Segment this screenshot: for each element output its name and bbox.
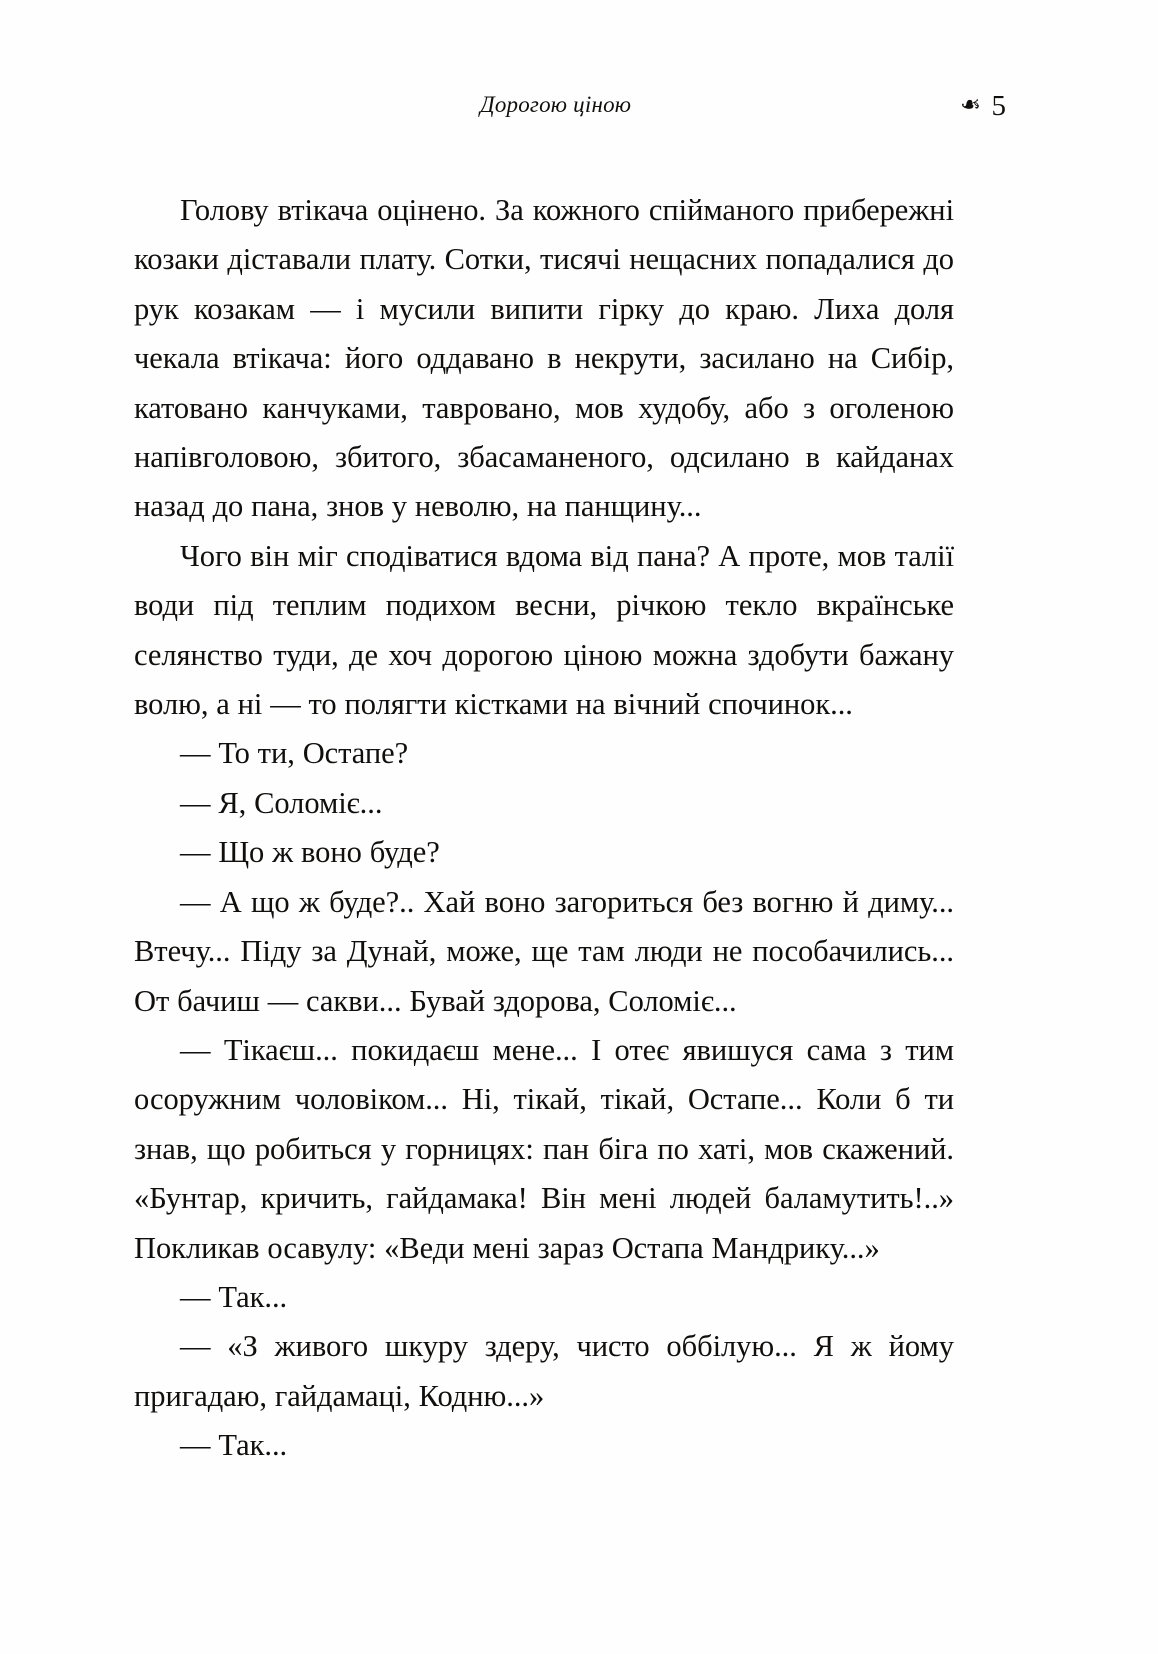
- page-number: 5: [991, 90, 1006, 122]
- paragraph: Чого він міг сподіватися вдома від пана? А проте, мов талії води під теплим подихом весни, річкою текло вкраїнське селянство туди, де хоч дорогою ціною можна здобути бажану волю, а ні — то полягти кістками на вічний спочинок...: [134, 538, 954, 722]
- dialogue-line: — Що ж воно буде?: [180, 835, 440, 870]
- text-block: [134, 186, 954, 1471]
- dialogue-line: — Так...: [180, 1279, 288, 1314]
- dialogue-line: — Я, Соломіє...: [180, 785, 383, 820]
- fleuron-ornament-icon: ❧: [959, 90, 981, 119]
- dialogue-line: — «З живого шкуру здеру, чисто оббілую... Я ж йому пригадаю, гайдамаці, Кодню...»: [134, 1329, 954, 1413]
- dialogue-line: — Так...: [180, 1428, 288, 1463]
- paragraph: Голову втікача оцінено. За кожного спійманого прибережні козаки діставали плату. Сотки, тисячі нещасних попадалися до рук козакам — і мусили випити гірку до краю. Лиха доля чекала втікача: його оддавано в некрути, засилано на Сибір, катовано канчуками, тавровано, мов худобу, або з оголеною напівголовою, збитого, збасаманеного, одсилано в кайданах назад до пана, знов у неволю, на панщину...: [134, 193, 954, 524]
- running-head-title: Дорогою ціною: [480, 92, 632, 117]
- dialogue-line: — А що ж буде?.. Хай воно загориться без вогню й диму... Втечу... Піду за Дунай, може, ще там люди не пособачились... От бачиш — сакви... Бувай здорова, Соломіє...: [134, 884, 954, 1018]
- dialogue-line: — То ти, Остапе?: [180, 736, 409, 771]
- folio-group: [960, 92, 1006, 121]
- running-head: [132, 92, 1026, 132]
- dialogue-line: — Тікаєш... покидаєш мене... І отеє явишуся сама з тим осоружним чоловіком... Ні, тікай, тікай, Остапе... Коли б ти знав, що робиться у горницях: пан біга по хаті, мов скажений. «Бунтар, кричить, гайдамака! Він мені людей баламутить!..» Покликав осавулу: «Веди мені зараз Остапа Мандрику...»: [134, 1032, 954, 1265]
